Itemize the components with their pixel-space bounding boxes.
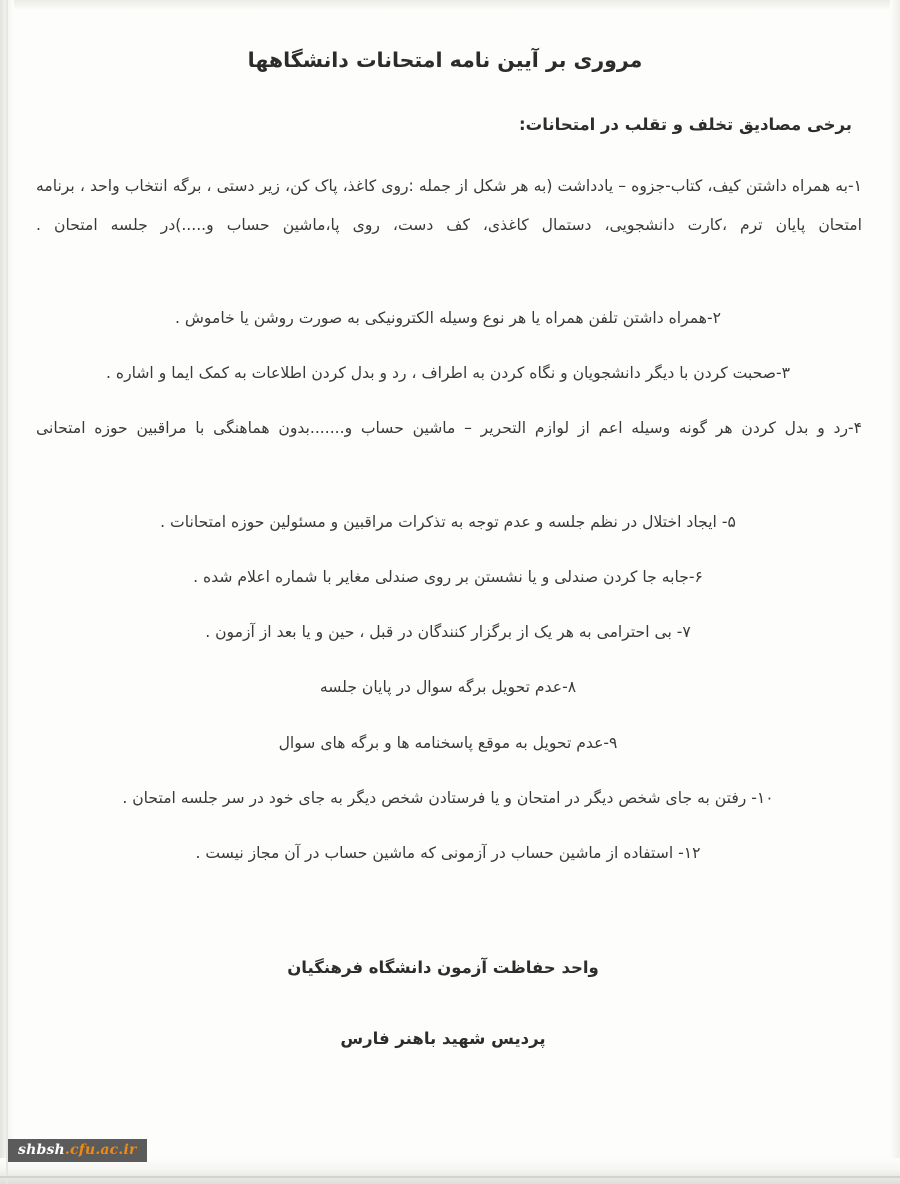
list-item: ۱۰- رفتن به جای شخص دیگر در امتحان و یا فرستادن شخص دیگر به جای خود در سر جلسه امتحان . bbox=[122, 788, 774, 807]
list-item: ۳-صحبت کردن با دیگر دانشجویان و نگاه کردن به اطراف ، رد و بدل کردن اطلاعات به کمک ایما و اشاره . bbox=[106, 364, 790, 383]
signature-campus: پردیس شهید باهنر فارس bbox=[340, 1028, 546, 1048]
violations-list bbox=[30, 167, 866, 872]
list-item: ۱۲- استفاده از ماشین حساب در آزمونی که ماشین حساب در آن مجاز نیست . bbox=[195, 844, 701, 863]
watermark-name: shbsh bbox=[18, 1142, 65, 1158]
page-bottom-rule bbox=[0, 1176, 900, 1178]
list-item: ۸-عدم تحویل برگه سوال در پایان جلسه bbox=[319, 678, 577, 697]
list-item: ۲-همراه داشتن تلفن همراه یا هر نوع وسیله الکترونیکی به صورت روشن یا خاموش . bbox=[174, 309, 721, 328]
section-subtitle: برخی مصادیق تخلف و تقلب در امتحانات: bbox=[519, 114, 852, 134]
page-left-rule bbox=[6, 0, 8, 1184]
list-item: ۷- بی احترامی به هر یک از برگزار کنندگان در قبل ، حین و یا بعد از آزمون . bbox=[205, 623, 691, 642]
signature-spacer bbox=[30, 889, 866, 955]
watermark-domain: .cfu.ac.ir bbox=[64, 1142, 137, 1158]
signature-organization: واحد حفاظت آزمون دانشگاه فرهنگیان bbox=[287, 958, 599, 978]
page-title: مروری بر آیین نامه امتحانات دانشگاهها bbox=[247, 48, 643, 72]
list-item: ۵- ایجاد اختلال در نظم جلسه و عدم توجه به تذکرات مراقبین و مسئولین حوزه امتحانات . bbox=[160, 512, 736, 531]
list-item: ۶-جابه جا کردن صندلی و یا نشستن بر روی صندلی مغایر با شماره اعلام شده . bbox=[193, 568, 703, 587]
list-item: ۱-به همراه داشتن کیف، کتاب-جزوه – یادداشت (به هر شکل از جمله :روی کاغذ، پاک کن، زیر دستی ، برگه انتخاب واحد ، برنامه امتحان پایان ترم ،کارت دانشجویی، دستمال کاغذی، کف دست، روی پا،ماشین حساب و.....)در جلسه امتحان . bbox=[36, 177, 862, 234]
list-item: ۴-رد و بدل کردن هر گونه وسیله اعم از لوازم التحریر – ماشین حساب و.......بدون هماهنگی با مراقبین حوزه امتحانی bbox=[36, 419, 862, 438]
site-watermark bbox=[8, 1139, 147, 1162]
list-item: ۹-عدم تحویل به موقع پاسخنامه ها و برگه های سوال bbox=[278, 733, 618, 752]
